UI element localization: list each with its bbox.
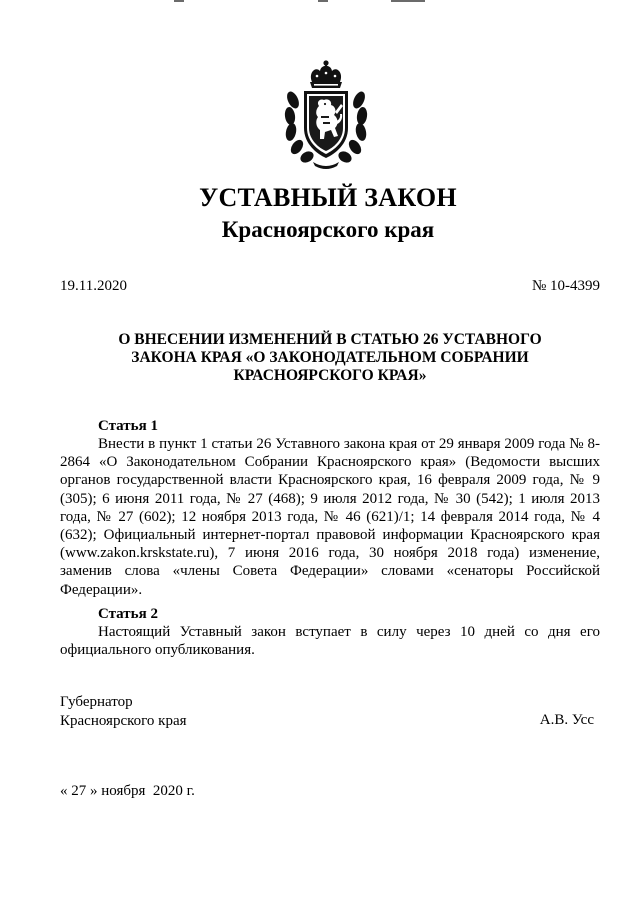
law-heading-line: ЗАКОНА КРАЯ «О ЗАКОНОДАТЕЛЬНОМ СОБРАНИИ — [131, 349, 529, 366]
article-title: Статья 1 — [98, 418, 158, 434]
law-region-subtitle: Красноярского края — [221, 217, 435, 242]
article-title: Статья 2 — [98, 606, 158, 622]
scan-artifact-mark — [391, 0, 425, 2]
law-title: УСТАВНЫЙ ЗАКОН — [199, 183, 457, 212]
signer-name: А.В. Усс — [539, 712, 594, 728]
law-date: 19.11.2020 — [60, 278, 127, 294]
law-number: № 10-4399 — [531, 278, 600, 294]
coat-of-arms-icon — [283, 58, 369, 170]
article-1 — [60, 417, 600, 599]
article-text: Настоящий Уставный закон вступает в силу через 10 дней со дня его официального опубликования. — [60, 624, 600, 659]
signing-date: « 27 » ноября 2020 г. — [60, 783, 195, 799]
article-text: Внести в пункт 1 статьи 26 Уставного закона края от 29 января 2009 года № 8-2864 «О Законодательном Собрании Красноярского края» (Ведомости высших органов государственной власти Красноярского края, 16 февраля 2009 года, № 9 (305); 6 июня 2011 года, № 27 (468); 9 июля 2012 года, № 30 (542); 1 июля 2013 года, № 27 (602); 12 ноября 2013 года, № 46 (621)/1; 14 февраля 2014 года, № 4 (632); Официальный интернет-портал правовой информации Красноярского края (www.zakon.krskstate.ru), 7 июня 2016 года, 30 ноября 2018 года) изменение, заменив слова «члены Совета Федерации» словами «сенаторы Российской Федерации». — [60, 436, 600, 598]
signer-position-line: Губернатор — [60, 694, 133, 710]
article-2 — [60, 605, 600, 659]
signer-position — [60, 693, 187, 730]
law-heading-line: КРАСНОЯРСКОГО КРАЯ» — [233, 367, 427, 384]
law-heading — [60, 331, 600, 385]
signer-position-line: Красноярского края — [60, 712, 187, 729]
scan-artifact-mark — [318, 0, 328, 2]
scan-artifact-mark — [174, 0, 184, 2]
law-heading-line: О ВНЕСЕНИИ ИЗМЕНЕНИЙ В СТАТЬЮ 26 УСТАВНОГО — [118, 331, 542, 348]
